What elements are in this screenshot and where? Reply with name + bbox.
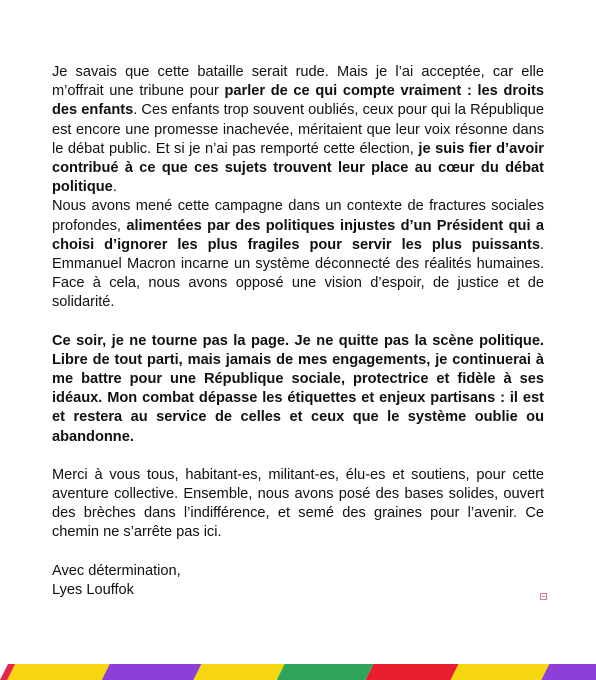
paragraph-4 [52, 466, 544, 543]
paragraph-1 [52, 63, 544, 197]
text: . Emmanuel Macron incarne un système déconnecté des réalités humaines. Face à cela, nous avons opposé une vision d’espoir, de justice et de solidarité. [52, 236, 544, 311]
text: Je savais que cette bataille serait rude. Mais je l’ai acceptée, car elle m’offrait une tribune pour [52, 64, 544, 100]
signature: Lyes Louffok [52, 581, 134, 598]
text: . Ces enfants trop souvent oubliés, ceux pour qui la République est encore une promesse inachevée, méritaient que leur voix résonne dans le débat public. Et si je n’ai pas remporté cette élection, [52, 102, 544, 157]
stripe-segment [102, 664, 202, 680]
text: Nous avons mené cette campagne dans un contexte de fractures sociales profondes, [52, 198, 544, 234]
stripe-segment [451, 664, 550, 680]
expand-icon[interactable] [540, 593, 547, 600]
letter-body [52, 63, 544, 600]
stripe-segment [366, 664, 459, 680]
spacer [52, 313, 544, 332]
stripe-segment [541, 664, 596, 680]
bold-text: Ce soir, je ne tourne pas la page. Je ne quitte pas la scène politique. Libre de tout parti, mais jamais de mes engagements, je continuerai à me battre pour une République sociale, protectrice et fidèle à ses idéaux. Mon combat dépasse les étiquettes et enjeux partisans : il est et restera au service de celles et ceux que le système oublie ou abandonne. [52, 332, 544, 445]
bold-text: parler de ce qui compte vraiment : les droits des enfants [52, 83, 544, 119]
text: Merci à vous tous, habitant-es, militant-es, élu-es et soutiens, pour cette aventure collective. Ensemble, nous avons posé des bases solides, ouvert des brèches dans l’indifférence, et semé des graines pour l’avenir. Ce chemin ne s’arrête pas ici. [52, 466, 544, 541]
spacer [52, 447, 544, 466]
paragraph-2 [52, 197, 544, 312]
bold-text: alimentées par des politiques injustes d’un Président qui a choisi d’ignorer les plus fragiles pour servir les plus puissants [52, 217, 544, 253]
spacer [52, 543, 544, 562]
bold-text: je suis fier d’avoir contribué à ce que ces sujets trouvent leur place au cœur du débat politique [52, 140, 544, 196]
text: . [112, 179, 117, 196]
stripe-segment [193, 664, 284, 680]
paragraph-3 [52, 332, 544, 447]
closing-line: Avec détermination, [52, 562, 181, 579]
stripe-segment [7, 664, 110, 680]
stripe-segment [277, 664, 374, 680]
color-stripe [0, 664, 596, 680]
